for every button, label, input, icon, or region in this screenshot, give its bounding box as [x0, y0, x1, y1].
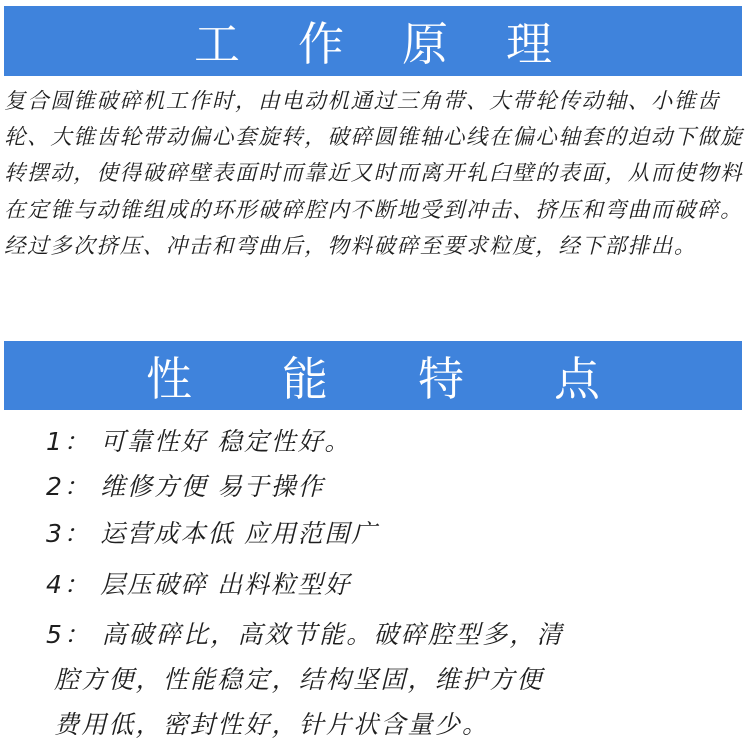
feature-item-1: 1： 可靠性好 稳定性好。 [46, 427, 352, 456]
principle-paragraph: 复合圆锥破碎机工作时，由电动机通过三角带、大带轮传动轴、小锥齿轮、大锥齿轮带动偏心套旋转，破碎圆锥轴心线在偏心轴套的迫动下做旋转摆动，使得破碎壁表面时而靠近又时而离开轧臼壁的表面，从而使物料在定锥与动锥组成的环形破碎腔内不断地受到冲击、挤压和弯曲而破碎。经过多次挤压、冲击和弯曲后，物料破碎至要求粒度，经下部排出。 [4, 89, 744, 259]
feature-item-3: 3： 运营成本低 应用范围广 [46, 519, 379, 548]
feature-item-4: 4： 层压破碎 出料粒型好 [46, 570, 352, 599]
feature-item-5 [46, 612, 726, 747]
feature-item-5-line-2: 腔方便，性能稳定，结构坚固，维护方便 [54, 665, 544, 694]
feature-item-2: 2： 维修方便 易于操作 [46, 472, 325, 501]
feature-item-5-line-3: 费用低，密封性好，针片状含量少。 [54, 710, 490, 739]
features-heading: 性能特点 [4, 341, 742, 410]
principle-heading: 工作原理 [4, 6, 742, 76]
feature-item-5-line-1: 5： 高破碎比，高效节能。破碎腔型多，清 [46, 620, 564, 649]
